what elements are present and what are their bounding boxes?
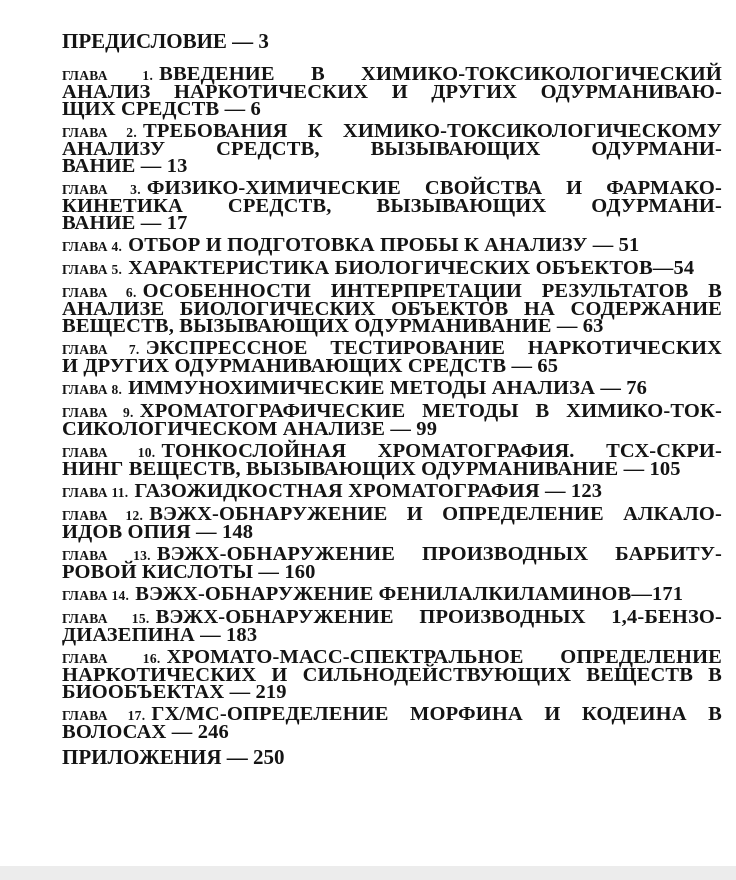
toc-entry-chapter-1 — [62, 63, 722, 120]
toc-entry-line — [62, 212, 722, 234]
chapter-title-text: СИКОЛОГИЧЕСКОМ АНАЛИЗЕ — 99 — [62, 418, 438, 440]
toc-entry-chapter-17 — [62, 703, 722, 743]
chapter-title-text: ВЭЖХ-ОБНАРУЖЕНИЕ ФЕНИЛАЛКИЛАМИНОВ—171 — [135, 583, 684, 605]
toc-entry-line — [62, 98, 722, 120]
toc-entry-line — [62, 257, 722, 279]
chapter-title-text: ГАЗОЖИДКОСТНАЯ ХРОМАТОГРАФИЯ — 123 — [134, 480, 603, 502]
chapter-title-text: ИДОВ ОПИЯ — 148 — [62, 521, 254, 543]
chapter-title-text: ГХ/МС-ОПРЕДЕЛЕНИЕ МОРФИНА И КОДЕИНА В — [151, 703, 722, 725]
chapter-title-text: ЩИХ СРЕДСТВ — 6 — [62, 98, 261, 120]
chapter-label: ГЛАВА 2. — [62, 125, 138, 140]
toc-entry-preface: ПРЕДИСЛОВИЕ — 3 — [62, 29, 269, 53]
chapter-title-text: ТРЕБОВАНИЯ К ХИМИКО-ТОКСИКОЛОГИЧЕСКОМУ — [143, 120, 722, 142]
chapter-title-text: ВАНИЕ — 17 — [62, 212, 188, 234]
chapter-title-text: ХРОМАТО-МАСС-СПЕКТРАЛЬНОЕ ОПРЕДЕЛЕНИЕ — [166, 646, 722, 668]
chapter-label: ГЛАВА 6. — [62, 285, 137, 300]
chapter-title-text: КИНЕТИКА СРЕДСТВ, ВЫЗЫВАЮЩИХ ОДУРМАНИ- — [62, 195, 722, 217]
chapter-title-text: ВЭЖХ-ОБНАРУЖЕНИЕ ПРОИЗВОДНЫХ БАРБИТУ- — [156, 543, 723, 565]
chapter-label: ГЛАВА 9. — [62, 405, 134, 420]
toc-entry-line — [62, 155, 722, 177]
toc-entry-line — [62, 480, 722, 502]
toc-entry-line — [62, 458, 722, 480]
chapter-label: ГЛАВА 16. — [62, 651, 161, 666]
chapter-title-text: ВЭЖХ-ОБНАРУЖЕНИЕ И ОПРЕДЕЛЕНИЕ АЛКАЛО- — [149, 503, 722, 525]
chapter-title-text: АНАЛИЗУ СРЕДСТВ, ВЫЗЫВАЮЩИХ ОДУРМАНИ- — [62, 138, 722, 160]
toc-entry-chapter-5 — [62, 257, 722, 279]
page-bottom-edge — [0, 866, 736, 880]
chapter-title-text: АНАЛИЗЕ БИОЛОГИЧЕСКИХ ОБЪЕКТОВ НА СОДЕРЖАНИЕ — [62, 298, 722, 320]
toc-entry-line — [62, 418, 722, 440]
chapter-title-text: ВОЛОСАХ — 246 — [62, 721, 229, 743]
chapter-title-text: АНАЛИЗ НАРКОТИЧЕСКИХ И ДРУГИХ ОДУРМАНИВАЮ- — [62, 81, 722, 103]
chapter-title-text: ХРОМАТОГРАФИЧЕСКИЕ МЕТОДЫ В ХИМИКО-ТОК- — [139, 400, 722, 422]
toc-entry-line — [62, 521, 722, 543]
toc-entry-chapter-13 — [62, 543, 723, 583]
chapter-title-text: НАРКОТИЧЕСКИХ И СИЛЬНОДЕЙСТВУЮЩИХ ВЕЩЕСТВ В — [62, 664, 722, 686]
toc-entry-line — [62, 355, 722, 377]
chapter-title-text: ОТБОР И ПОДГОТОВКА ПРОБЫ К АНАЛИЗУ — 51 — [128, 234, 640, 256]
toc-entry-chapter-4 — [62, 234, 722, 256]
chapter-label: ГЛАВА 7. — [62, 342, 140, 357]
chapter-title-text: ВВЕДЕНИЕ В ХИМИКО-ТОКСИКОЛОГИЧЕСКИЙ — [159, 63, 722, 85]
chapter-label: ГЛАВА 17. — [62, 708, 146, 723]
chapter-title-text: РОВОЙ КИСЛОТЫ — 160 — [62, 561, 316, 583]
chapter-label: ГЛАВА 11. — [62, 485, 129, 500]
toc-entry-chapter-3 — [62, 177, 722, 234]
toc-entry-chapter-9 — [62, 400, 722, 440]
toc-entry-chapter-14 — [62, 583, 722, 605]
toc-entry-appendices: ПРИЛОЖЕНИЯ — 250 — [62, 745, 285, 769]
chapter-label: ГЛАВА 8. — [62, 382, 123, 397]
toc-entry-chapter-16 — [62, 646, 722, 703]
toc-entry-chapter-15 — [62, 606, 722, 646]
toc-entry-chapter-10 — [62, 440, 722, 480]
chapter-title-text: ИММУНОХИМИЧЕСКИЕ МЕТОДЫ АНАЛИЗА — 76 — [128, 377, 648, 399]
chapter-title-text: ДИАЗЕПИНА — 183 — [62, 624, 258, 646]
chapter-label: ГЛАВА 12. — [62, 508, 144, 523]
chapter-title-text: ТОНКОСЛОЙНАЯ ХРОМАТОГРАФИЯ. ТСХ-СКРИ- — [161, 440, 722, 462]
chapter-title-text: ВЕЩЕСТВ, ВЫЗЫВАЮЩИХ ОДУРМАНИВАНИЕ — 63 — [62, 315, 604, 337]
chapter-label: ГЛАВА 5. — [62, 262, 123, 277]
chapter-title-text: БИООБЪЕКТАХ — 219 — [62, 681, 287, 703]
toc-entry-chapter-6 — [62, 280, 722, 337]
toc-entry-line — [62, 583, 722, 605]
toc-entry-chapter-12 — [62, 503, 722, 543]
chapter-title-text: ВАНИЕ — 13 — [62, 155, 188, 177]
toc-chapter-list — [62, 63, 723, 743]
toc-entry-line — [62, 315, 722, 337]
chapter-label: ГЛАВА 10. — [62, 445, 156, 460]
toc-entry-line — [62, 681, 722, 703]
chapter-label: ГЛАВА 3. — [62, 182, 141, 197]
chapter-title-text: ХАРАКТЕРИСТИКА БИОЛОГИЧЕСКИХ ОБЪЕКТОВ—54 — [128, 257, 695, 279]
toc-entry-line — [62, 721, 722, 743]
chapter-label: ГЛАВА 14. — [62, 588, 130, 603]
toc-entry-line — [62, 561, 722, 583]
toc-entry-chapter-2 — [62, 120, 722, 177]
chapter-label: ГЛАВА 13. — [62, 548, 151, 563]
table-of-contents-page — [62, 30, 722, 768]
chapter-title-text: ЭКСПРЕССНОЕ ТЕСТИРОВАНИЕ НАРКОТИЧЕСКИХ — [145, 337, 722, 359]
chapter-title-text: ОСОБЕННОСТИ ИНТЕРПРЕТАЦИИ РЕЗУЛЬТАТОВ В — [142, 280, 722, 302]
chapter-label: ГЛАВА 15. — [62, 611, 150, 626]
chapter-title-text: НИНГ ВЕЩЕСТВ, ВЫЗЫВАЮЩИХ ОДУРМАНИВАНИЕ — 105 — [62, 458, 681, 480]
toc-entry-line — [62, 624, 722, 646]
toc-entry-line — [62, 234, 722, 256]
chapter-title-text: И ДРУГИХ ОДУРМАНИВАЮЩИХ СРЕДСТВ — 65 — [62, 355, 559, 377]
chapter-title-text: ВЭЖХ-ОБНАРУЖЕНИЕ ПРОИЗВОДНЫХ 1,4-БЕНЗО- — [155, 606, 722, 628]
chapter-label: ГЛАВА 1. — [62, 68, 154, 83]
toc-entry-chapter-7 — [62, 337, 722, 377]
toc-entry-line — [62, 377, 722, 399]
chapter-title-text: ФИЗИКО-ХИМИЧЕСКИЕ СВОЙСТВА И ФАРМАКО- — [146, 177, 722, 199]
chapter-label: ГЛАВА 4. — [62, 239, 123, 254]
toc-entry-chapter-8 — [62, 377, 722, 399]
toc-entry-chapter-11 — [62, 480, 722, 502]
